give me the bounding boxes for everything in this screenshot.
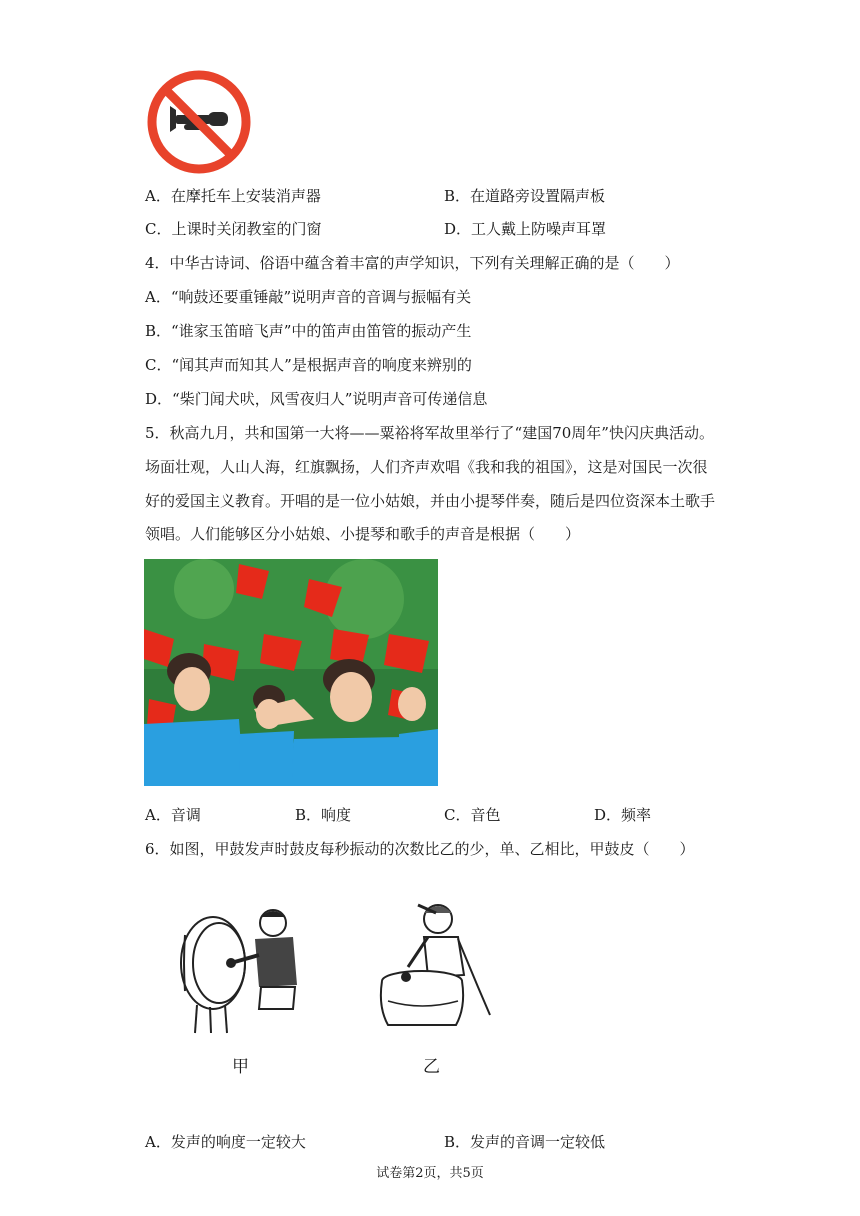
page-footer: 试卷第2页，共5页: [376, 1166, 484, 1181]
q6-option-a: A．发声的响度一定较大: [145, 1133, 306, 1151]
q5-stem-line-1: 5．秋高九月，共和国第一大将——粟裕将军故里举行了“建国70周年”快闪庆典活动。: [145, 424, 714, 442]
q3-option-c: C．上课时关闭教室的门窗: [145, 220, 322, 238]
no-horn-sign-icon: [146, 68, 252, 176]
q4-option-c: C．“闻其声而知其人”是根据声音的响度来辨别的: [145, 356, 472, 374]
q4-stem: 4．中华古诗词、俗语中蕴含着丰富的声学知识，下列有关理解正确的是（ ）: [145, 254, 680, 272]
q4-option-b: B．“谁家玉笛暗飞声”中的笛声由笛管的振动产生: [145, 322, 472, 340]
q4-option-a: A．“响鼓还要重锤敲”说明声音的音调与振幅有关: [145, 288, 472, 306]
q6-option-b: B．发声的音调一定较低: [444, 1133, 606, 1151]
q5-option-b: B．响度: [295, 806, 352, 824]
q5-stem-line-3: 好的爱国主义教育。开唱的是一位小姑娘，并由小提琴伴奏，随后是四位资深本土歌手: [145, 492, 716, 510]
q5-option-c: C．音色: [444, 806, 501, 824]
q4-option-d: D．“柴门闻犬吠，风雪夜归人”说明声音可传递信息: [145, 390, 488, 408]
drum-yi-illustration: [378, 897, 494, 1037]
q3-option-a: A．在摩托车上安装消声器: [145, 187, 321, 205]
q3-option-b: B．在道路旁设置隔声板: [444, 187, 606, 205]
q6-stem: 6．如图，甲鼓发声时鼓皮每秒振动的次数比乙的少，单、乙相比，甲鼓皮（ ）: [145, 840, 695, 858]
q3-option-d: D．工人戴上防噪声耳罩: [444, 220, 607, 238]
q5-stem-line-4: 领唱。人们能够区分小姑娘、小提琴和歌手的声音是根据（ ）: [145, 525, 581, 543]
flag-waving-crowd-photo: [144, 559, 438, 786]
q5-stem-line-2: 场面壮观，人山人海，红旗飘扬，人们齐声欢唱《我和我的祖国》，这是对国民一次很: [145, 458, 708, 476]
q5-option-a: A．音调: [145, 806, 201, 824]
drum-yi-caption: 乙: [423, 1057, 440, 1077]
q5-option-d: D．频率: [594, 806, 652, 824]
drum-jia-illustration: [175, 905, 305, 1035]
drum-jia-caption: 甲: [232, 1057, 249, 1077]
